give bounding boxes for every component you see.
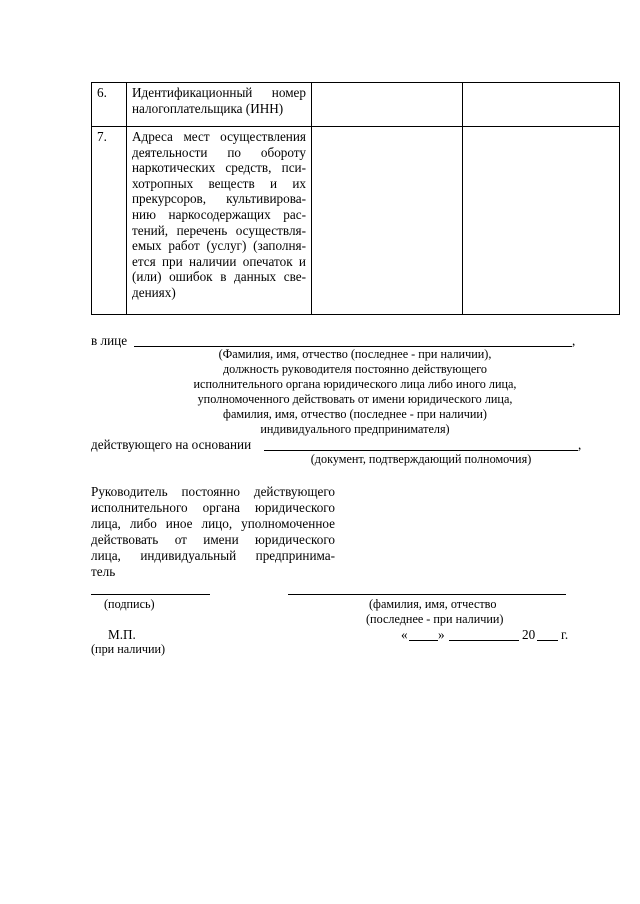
date-open-quote: « — [401, 627, 408, 642]
date-close-quote: » — [438, 627, 445, 642]
full-name-caption: (последнее - при наличии) — [366, 612, 504, 626]
date-year-line — [537, 640, 558, 641]
representative-comma: , — [572, 333, 576, 348]
row-number: 6. — [92, 83, 127, 127]
row-value-cell — [463, 83, 620, 127]
row-name-line: ется при наличии опечаток и — [132, 253, 306, 269]
details-table — [91, 82, 620, 315]
row-value-cell — [463, 127, 620, 315]
date-month-line — [449, 640, 519, 641]
table-row — [92, 127, 620, 315]
table-row — [92, 83, 620, 127]
signer-line: тель — [91, 564, 116, 579]
row-name-line: налогоплательщика (ИНН) — [132, 100, 284, 116]
signer-line: действовать от имени юридического — [91, 532, 335, 547]
signer-line: лица, индивидуальный предпринима- — [91, 548, 335, 563]
row-name-line: емых работ (услуг) (заполня- — [132, 238, 306, 254]
date-year-prefix: 20 — [522, 627, 536, 642]
row-name-line: нию наркосодержащих рас- — [132, 206, 306, 222]
representative-caption: должность руководителя постоянно действующего — [222, 362, 488, 376]
signer-line: лица, либо иное лицо, уполномоченное — [91, 516, 335, 531]
date-year-suffix: г. — [561, 627, 569, 642]
basis-caption: (документ, подтверждающий полномочия) — [310, 452, 532, 466]
row-name-line: Адреса мест осуществления — [132, 129, 306, 144]
row-name-line: тений, перечень осуществля- — [132, 222, 306, 238]
basis-label: действующего на основании — [91, 437, 252, 452]
row-name-line: прекурсоров, культивирова- — [132, 191, 306, 207]
row-name-line: Идентификационный номер — [132, 85, 306, 100]
representative-label: в лице — [91, 333, 128, 348]
basis-fill-line — [264, 450, 578, 451]
row-name-line: (или) ошибок в данных све- — [132, 269, 306, 285]
row-number: 7. — [92, 127, 127, 315]
row-name — [127, 127, 312, 315]
row-name-line: наркотических средств, пси- — [132, 160, 306, 176]
row-name — [127, 83, 312, 127]
signer-line: исполнительного органа юридического — [91, 500, 335, 515]
representative-caption: фамилия, имя, отчество (последнее - при наличии) — [223, 407, 487, 421]
full-name-line — [288, 594, 566, 595]
row-value-cell — [312, 127, 463, 315]
signature-caption: (подпись) — [104, 597, 155, 611]
full-name-caption: (фамилия, имя, отчество — [369, 597, 497, 611]
representative-caption: индивидуального предпринимателя) — [260, 422, 450, 436]
signer-line: Руководитель постоянно действующего — [91, 484, 335, 499]
basis-comma: , — [578, 437, 582, 452]
row-name-line: хотропных веществ и их — [132, 175, 306, 191]
row-value-cell — [312, 83, 463, 127]
stamp-note: (при наличии) — [91, 642, 166, 656]
row-name-line: дениях) — [132, 284, 176, 300]
representative-caption: (Фамилия, имя, отчество (последнее - при наличии), — [218, 347, 492, 361]
representative-caption: уполномоченного действовать от имени юридического лица, — [197, 392, 513, 406]
row-name-line: деятельности по обороту — [132, 144, 306, 160]
date-day-line — [409, 640, 438, 641]
stamp-label: М.П. — [108, 627, 136, 642]
signature-line — [91, 594, 210, 595]
representative-caption: исполнительного органа юридического лица либо иного лица, — [193, 377, 517, 391]
